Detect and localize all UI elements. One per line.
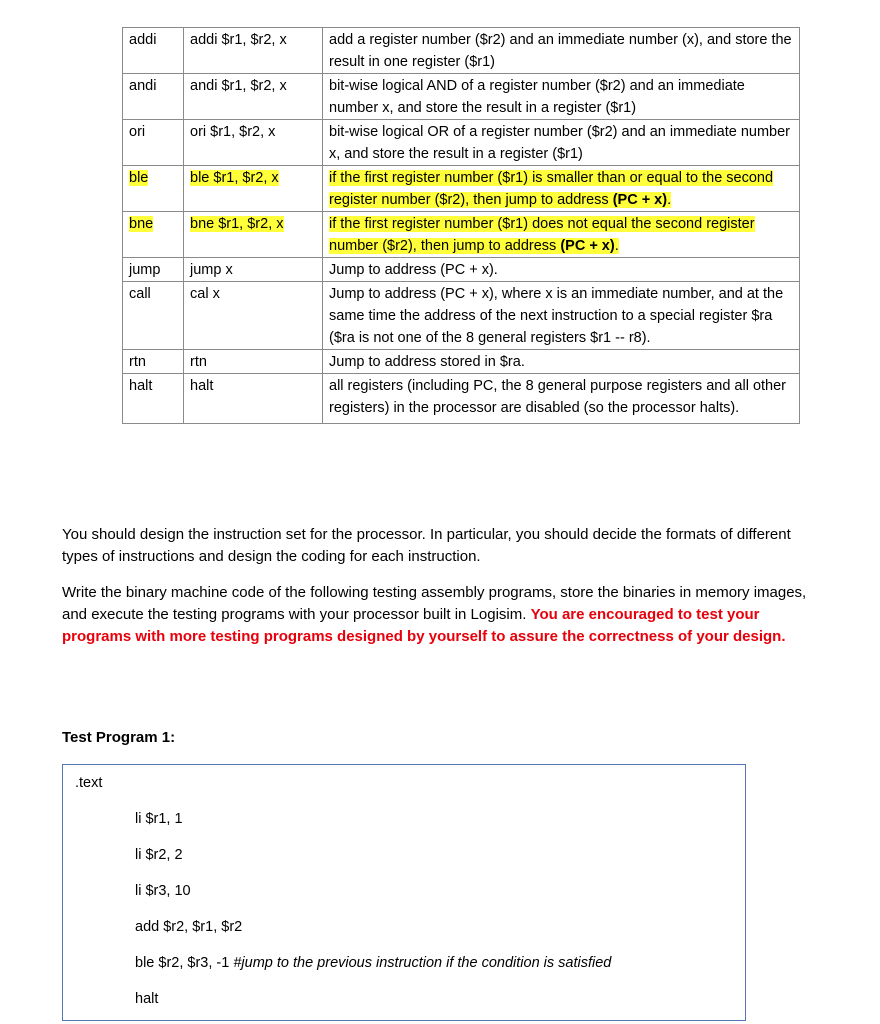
code-line: li $r2, 2	[135, 847, 183, 863]
table-row	[123, 258, 800, 282]
test-program-heading: Test Program 1:	[62, 729, 176, 746]
description-cell: bit-wise logical AND of a register number ($r2) and an immediate number x, and store the result in a register ($r1)	[323, 74, 800, 120]
paragraph-red-note: You are encouraged to test your programs with more testing programs designed by yourself to assure the correctness of your design.	[62, 606, 786, 645]
instruction-table	[122, 27, 800, 424]
paragraph-test-programs	[62, 582, 822, 648]
table-row	[123, 350, 800, 374]
syntax-cell	[184, 212, 323, 258]
syntax-cell: halt	[184, 374, 323, 424]
description-text: if the first register number ($r1) does not equal the second register number ($r2), then jump to address	[329, 216, 755, 254]
opcode-cell	[123, 212, 184, 258]
description-text: if the first register number ($r1) is smaller than or equal to the second register number ($r2), then jump to address	[329, 170, 774, 208]
paragraph-text: Write the binary machine code of the following testing assembly programs, store the binaries in memory images, and execute the testing programs with your processor built in Logisim.	[62, 584, 807, 623]
code-box	[62, 764, 746, 1021]
code-line	[135, 955, 611, 971]
code-line: add $r2, $r1, $r2	[135, 919, 243, 935]
description-cell: Jump to address stored in $ra.	[323, 350, 800, 374]
description-cell: bit-wise logical OR of a register number ($r2) and an immediate number x, and store the result in a register ($r1)	[323, 120, 800, 166]
syntax-cell: cal x	[184, 282, 323, 350]
code-section-label: .text	[75, 775, 103, 791]
description-cell: add a register number ($r2) and an immediate number (x), and store the result in one register ($r1)	[323, 28, 800, 74]
syntax-cell: rtn	[184, 350, 323, 374]
table-row	[123, 374, 800, 424]
description-bold: (PC + x)	[560, 238, 615, 254]
syntax-cell: jump x	[184, 258, 323, 282]
description-cell: Jump to address (PC + x), where x is an immediate number, and at the same time the address of the next instruction to a special register $ra ($ra is not one of the 8 general registers $r1 -- r8).	[323, 282, 800, 350]
table-row	[123, 166, 800, 212]
syntax-cell: addi $r1, $r2, x	[184, 28, 323, 74]
code-line: halt	[135, 991, 159, 1007]
code-line: li $r1, 1	[135, 811, 183, 827]
opcode-cell: addi	[123, 28, 184, 74]
highlighted-text: bne $r1, $r2, x	[190, 216, 284, 232]
opcode-cell: rtn	[123, 350, 184, 374]
table-row	[123, 282, 800, 350]
highlighted-text: bne	[129, 216, 154, 232]
code-comment: #jump to the previous instruction if the condition is satisfied	[233, 955, 612, 971]
description-cell	[323, 212, 800, 258]
highlighted-text: if the first register number ($r1) is smaller than or equal to the second register number ($r2), then jump to address (PC + x).	[329, 170, 774, 208]
highlighted-text: if the first register number ($r1) does not equal the second register number ($r2), then jump to address (PC + x).	[329, 216, 755, 254]
table-row	[123, 74, 800, 120]
table-row	[123, 120, 800, 166]
opcode-cell: halt	[123, 374, 184, 424]
highlighted-text: ble $r1, $r2, x	[190, 170, 279, 186]
syntax-cell	[184, 166, 323, 212]
code-text: ble $r2, $r3, -1	[135, 955, 230, 971]
syntax-cell: ori $r1, $r2, x	[184, 120, 323, 166]
table-row	[123, 28, 800, 74]
description-cell: all registers (including PC, the 8 general purpose registers and all other registers) in the processor are disabled (so the processor halts).	[323, 374, 800, 424]
opcode-cell: call	[123, 282, 184, 350]
description-bold: (PC + x)	[612, 192, 668, 208]
opcode-cell: jump	[123, 258, 184, 282]
paragraph-instruction-set: You should design the instruction set for the processor. In particular, you should decide the formats of different types of instructions and design the coding for each instruction.	[62, 526, 791, 565]
description-cell	[323, 166, 800, 212]
description-cell: Jump to address (PC + x).	[323, 258, 800, 282]
opcode-cell	[123, 166, 184, 212]
opcode-cell: andi	[123, 74, 184, 120]
opcode-cell: ori	[123, 120, 184, 166]
syntax-cell: andi $r1, $r2, x	[184, 74, 323, 120]
code-line: li $r3, 10	[135, 883, 191, 899]
highlighted-text: ble	[129, 170, 149, 186]
table-row	[123, 212, 800, 258]
